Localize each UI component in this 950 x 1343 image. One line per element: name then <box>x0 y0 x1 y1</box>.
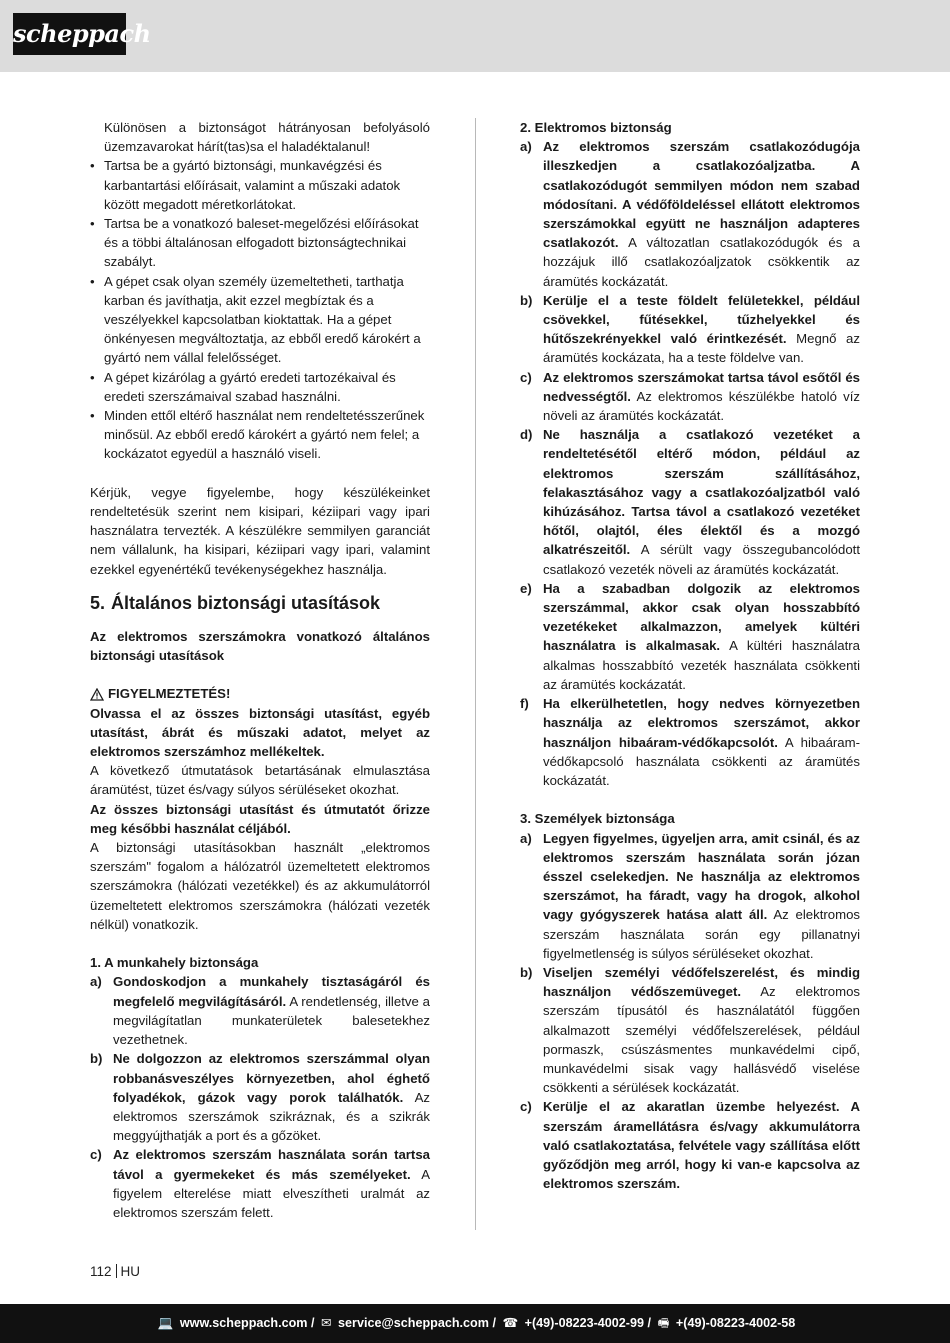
footer-fax: +(49)-08223-4002-58 <box>675 1316 796 1330</box>
list-item: b) Ne dolgozzon az elektromos szerszámmal olyan robbanásveszélyes környezetben, ahol éghető folyadékok, gázok vagy porok találhatók. Az elektromos szerszámok szikráznak, és a szikrák meggyújthatják a port és a gőzöket. <box>90 1051 431 1144</box>
usage-notice: Kérjük, vegye figyelembe, hogy készülékeinket rendeltetésük szerint nem kisipari, kéziipari vagy ipari használatra tervezték. A készülékre semmilyen garanciát nem vállalunk, ha kisipari, kéziipari vagy ipari, valamint ezekkel egyenértékű tevékenységekhez használja. <box>90 484 430 577</box>
left-column <box>90 118 430 1222</box>
warning-triangle-icon <box>90 688 104 701</box>
column-divider <box>475 118 476 1230</box>
bullet-item: • Tartsa be a gyártó biztonsági, munkavégzési és karbantartási előírásait, valamint a műszaki adatok között megadott méretkorlátokat. <box>90 156 430 214</box>
list-item: d) Ne használja a csatlakozó vezetéket a rendeltetésétől eltérő módon, például az elektromos szerszám szállításához, felakasztásához vagy a csatlakozóaljzatból való kihúzásához. Tartsa távol a csatlakozó vezetéket hőtől, olajtól, éles élektől és a mozgó alkatrészeitől. A sérült vagy összegubancolódott csatlakozó vezeték növeli az áramütés kockázatát. <box>520 427 860 577</box>
footer-phone: +(49)-08223-4002-99 <box>524 1316 645 1330</box>
warning-label: FIGYELMEZTETÉS! <box>108 686 231 702</box>
page-header <box>0 0 950 72</box>
work-area-heading: 1. A munkahely biztonsága <box>90 955 259 971</box>
right-column <box>520 118 860 1193</box>
footer-website[interactable]: www.scheppach.com <box>179 1316 308 1330</box>
list-item: b) Kerülje el a teste földelt felületekkel, például csövekkel, fűtésekkel, tűzhelyekkel és hűtőszekrényekkel való érintkezését. Megnő az áramütés kockázata, ha a teste földelve van. <box>520 292 860 366</box>
list-item: c) Kerülje el az akaratlan üzembe helyezést. A szerszám áramellátásra és/vagy akkumulátorra való csatlakoztatása, felvétele vagy szállítása előtt győződjön meg arról, hogy ki van-e kapcsolva az elektromos szerszám. <box>520 1099 860 1192</box>
bullet-item: • Minden ettől eltérő használat nem rendeltetésszerűnek minősül. Az ebből eredő károkért a gyártó nem felel; a kockázatot egyedül a használó viseli. <box>90 406 430 464</box>
email-icon: ✉ <box>320 1316 332 1330</box>
section-heading <box>90 591 430 615</box>
phone-icon: ☎ <box>502 1316 519 1330</box>
fax-icon: 🖷 <box>657 1316 670 1330</box>
scheppach-logo: scheppach <box>13 13 126 55</box>
electric-safety-heading: 2. Elektromos biztonság <box>520 120 672 135</box>
page-footer: 💻 www.scheppach.com / ✉ service@scheppach.com / ☎ +(49)-08223-4002-99 / 🖷 +(49)-08223-4002-58 <box>0 1304 950 1343</box>
list-item: a) Legyen figyelmes, ügyeljen arra, amit csinál, és az elektromos szerszám használata során józan ésszel cselekedjen. Ne használja az elektromos szerszámot, ha fáradt, vagy ha drogok, alkohol vagy gyógyszerek hatása alatt áll. Az elektromos szerszám használata során egy pillanatnyi figyelmetlenség is súlyos sérüléseket okozhat. <box>520 830 861 961</box>
list-item: f) Ha elkerülhetetlen, hogy nedves környezetben használja az elektromos szerszámot, akkor használjon hibaáram-védőkapcsolót. A hibaáram-védőkapcsoló használata csökkenti az áramütés kockázatát. <box>520 696 861 788</box>
warning-heading <box>90 684 430 703</box>
footer-email[interactable]: service@scheppach.com <box>338 1316 489 1330</box>
page-number-value: 112 <box>90 1264 112 1279</box>
list-item: e) Ha a szabadban dolgozik az elektromos szerszámmal, akkor csak olyan hosszabbító vezetékeket alkalmazzon, amelyek kültéri használatra is alkalmasak. A kültéri használatra alkalmas hosszabbító vezeték használata csökkenti az áramütés kockázatát. <box>520 580 860 692</box>
section-title: Általános biztonsági utasítások <box>111 592 381 613</box>
subheading: Az elektromos szerszámokra vonatkozó általános biztonsági utasítások <box>90 628 430 664</box>
intro-continuation: Különösen a biztonságot hátrányosan befolyásoló üzemzavarokat hárít(tas)sa el haladéktalanul! <box>104 120 430 155</box>
personal-safety-heading: 3. Személyek biztonsága <box>520 811 675 827</box>
bullet-item: • A gépet kizárólag a gyártó eredeti tartozékaival és eredeti szerszámaival szabad használni. <box>90 368 430 406</box>
warning-text: A következő útmutatások betartásának elmulasztása áramütést, tüzet és/vagy súlyos sérüléseket okozhat. <box>90 763 430 798</box>
language-code: HU <box>120 1264 141 1279</box>
list-item: c) Az elektromos szerszámokat tartsa távol esőtől és nedvességtől. Az elektromos készülékbe hatoló víz növeli az áramütés kockázatát. <box>520 369 860 424</box>
warning-bold-text: Az összes biztonsági utasítást és útmutatót őrizze meg későbbi használat céljából. <box>90 801 430 836</box>
computer-icon: 💻 <box>157 1316 174 1330</box>
list-item: a) Az elektromos szerszám csatlakozódugója illeszkedjen a csatlakozóaljzatba. A csatlakozódugót semmilyen módon nem szabad módosítani. A védőföldeléssel ellátott elektromos szerszámokkal együtt ne használjon adapteres csatlakozót. A változatlan csatlakozódugók és a hozzájuk illő csatlakozóaljzatok csökkentik az áramütés kockázatát. <box>520 139 860 289</box>
bullet-item: • Tartsa be a vonatkozó baleset-megelőzési előírásokat és a többi általánosan elfogadott biztonságtechnikai szabályt. <box>90 214 430 272</box>
section-number: 5. <box>90 592 106 613</box>
list-item: b) Viseljen személyi védőfelszerelést, és mindig használjon védőszemüveget. Az elektromos szerszám típusától és használatától függően alkalmazott személyi védőfelszerelések, például pormaszk, csúszásmentes munkavédelmi cipő, munkavédelmi sisak vagy hallásvédő viselése csökkenti a sérülések kockázatát. <box>520 964 861 1096</box>
list-item: c) Az elektromos szerszám használata során tartsa távol a gyermekeket és más személyeket. A figyelem elterelése miatt elveszítheti uralmát az elektromos szerszám felett. <box>90 1147 430 1220</box>
list-item: a) Gondoskodjon a munkahely tisztaságáról és megfelelő megvilágításáról. A rendetlenség, illetve a megvilágítatlan munkaterületek balesetekhez vezethetnek. <box>90 974 430 1048</box>
warning-bold-text: Olvassa el az összes biztonsági utasítást, egyéb utasítást, ábrát és műszaki adatot, melyet az elektromos szerszámhoz mellékeltek. <box>90 705 430 760</box>
page-number <box>90 1264 140 1279</box>
bullet-item: • A gépet csak olyan személy üzemeltetheti, tarthatja karban és javíthatja, akit ezzel megbíztak és a veszélyekkel kapcsolatban kioktattak. Ha a gépet önkényesen megváltoztatja, az ebből eredő károkért a gyártó nem vállal felelősséget. <box>90 272 430 368</box>
definition-text: A biztonsági utasításokban használt „elektromos szerszám" fogalom a hálózatról üzemeltetett elektromos szerszámokra (hálózati vezetékkel) és az akkumulátorról üzemeltetett elektromos szerszámokra (hálózati vezeték nélkül) vonatkozik. <box>90 840 430 932</box>
